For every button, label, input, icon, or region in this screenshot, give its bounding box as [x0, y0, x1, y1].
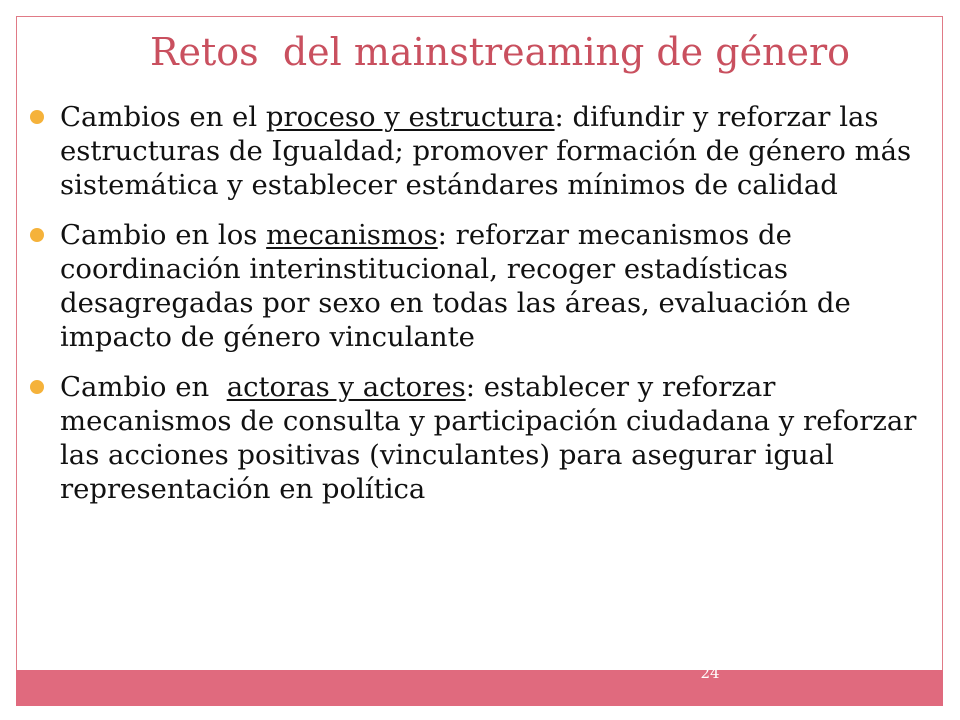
bullet-prefix: Cambio en los: [60, 219, 267, 251]
bullet-text: : establecer y reforzar mecanismos de consulta y participación ciudadana y reforzar las acciones positivas (vinculantes) para asegurar igual representación en política: [60, 371, 917, 505]
bullet-item-process: [30, 100, 930, 202]
bullet-text: : reforzar mecanismos de coordinación interinstitucional, recoger estadísticas desagregadas por sexo en todas las áreas, evaluación de impacto de género vinculante: [60, 219, 851, 353]
bullet-underlined-term: actoras y actores: [226, 371, 466, 403]
bottom-accent-bar: [16, 670, 943, 706]
bullet-text: : difundir y reforzar las estructuras de Igualdad; promover formación de género más sistemática y establecer estándares mínimos de calidad: [60, 101, 912, 201]
bullet-prefix: Cambios en el: [60, 101, 266, 133]
bullet-item-actors: [30, 370, 930, 506]
bullet-underlined-term: mecanismos: [266, 219, 438, 251]
bullet-dot-icon: [30, 380, 44, 394]
bullet-item-mechanisms: [30, 218, 930, 354]
bullet-prefix: Cambio en: [60, 371, 227, 403]
bullet-list: [30, 100, 930, 522]
bullet-dot-icon: [30, 228, 44, 242]
slide-number: 24: [700, 664, 720, 682]
slide-title: Retos del mainstreaming de género: [149, 30, 851, 74]
bullet-underlined-term: proceso y estructura: [265, 101, 555, 133]
bullet-dot-icon: [30, 110, 44, 124]
